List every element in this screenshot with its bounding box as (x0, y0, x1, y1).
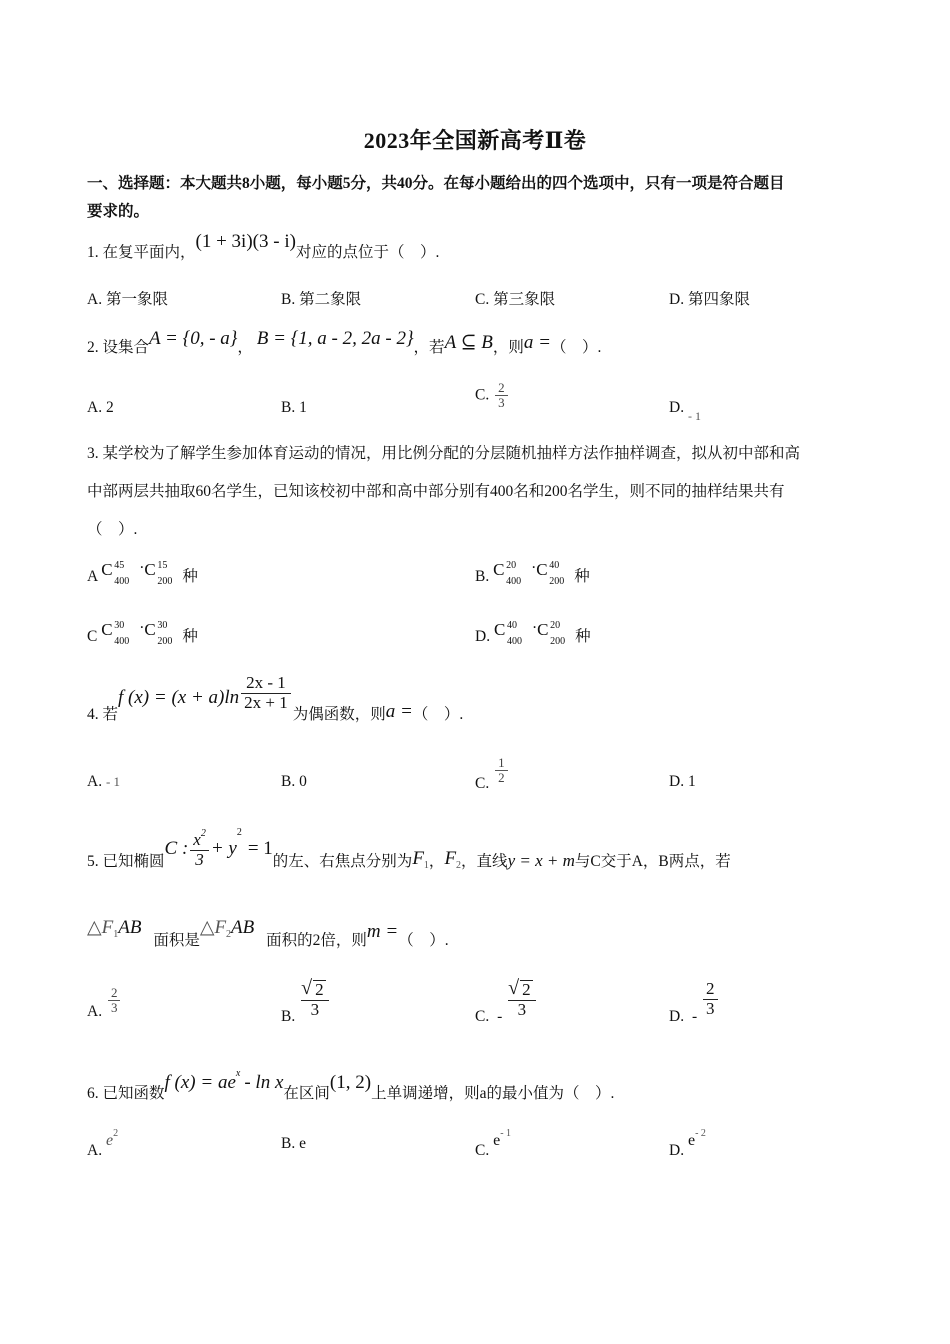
question-3-line3: （ ）. (87, 521, 138, 538)
combination-2 (537, 616, 575, 647)
q6-option-c-label: C. (475, 1142, 490, 1159)
q3-kind: 种 (575, 627, 591, 645)
q3-kind: 种 (574, 567, 590, 585)
q1-option-b: B. 第二象限 (281, 291, 362, 308)
combination-1 (493, 616, 532, 647)
q3-option-b-label: B. (475, 567, 490, 585)
fraction-denominator: 3 (498, 395, 505, 411)
q6-interval: (1, 2) (329, 1072, 372, 1093)
c-symbol: C (493, 620, 506, 639)
q5-line-text: ，直线 (461, 853, 508, 871)
q5-area-text: 面积是 (153, 932, 200, 949)
q2-option-d (669, 396, 701, 423)
q1-stem-post: 对应的点位于（ ）. (295, 244, 440, 261)
fraction-denominator: 3 (195, 849, 204, 869)
q5-option-c-fraction (508, 980, 536, 1019)
fraction-denominator: 3 (706, 998, 715, 1018)
q5-area-text2: 面积的2倍，则 (266, 932, 367, 949)
q4-option-c (475, 755, 510, 793)
q5-option-d-fraction (703, 980, 718, 1018)
question-5-stem (87, 818, 731, 872)
q4-stem-mid: 为偶函数，则 (292, 705, 386, 723)
q2-option-b: B. 1 (281, 399, 307, 416)
q6-option-c (475, 1122, 512, 1159)
q5-option-d (669, 979, 720, 1025)
page-title: 2023年全国新高考Ⅱ卷 (363, 128, 587, 153)
question-4-stem (87, 672, 464, 723)
comb-lower: 400 (114, 576, 130, 587)
e-base: e (493, 1132, 501, 1149)
q4-option-a-label: A. (87, 773, 103, 790)
comb-upper: 40 (549, 560, 560, 571)
q4-stem-post: （ ）. (412, 705, 464, 723)
fraction-denominator: 2 (498, 770, 505, 786)
comb-lower: 400 (506, 636, 522, 647)
q2-comma: ， (237, 339, 253, 356)
x-variable: x (193, 830, 201, 849)
subscript-2: 2 (226, 929, 232, 940)
comb-lower: 400 (506, 576, 522, 587)
q5-stem-pre: 5. 已知椭圆 (87, 853, 165, 871)
q6-option-a (87, 1122, 119, 1159)
q2-option-c-label: C. (475, 386, 490, 404)
focus-f1: F (412, 848, 424, 870)
exponent: - 1 (500, 1128, 512, 1139)
square-exponent: 2 (200, 828, 206, 839)
q3-kind: 种 (182, 567, 198, 585)
question-5-line2 (87, 916, 449, 947)
e-base: e (105, 1132, 114, 1149)
q4-option-c-label: C. (475, 775, 490, 793)
c-symbol: C (101, 620, 113, 639)
e-base: e (687, 1132, 696, 1149)
q2-option-a: A. 2 (87, 399, 114, 416)
q3-option-b (475, 556, 590, 587)
exponent: - 2 (695, 1128, 706, 1139)
question-3-line1: 3. 某学校为了解学生参加体育运动的情况，用比例分配的分层随机抽样方法作抽样调查，拟从初中部和高 (87, 445, 801, 462)
triangle-f2ab: △F (199, 917, 227, 938)
q3-option-c-label: C (87, 627, 98, 645)
comb-upper: 40 (506, 620, 517, 631)
subscript-1: 1 (113, 929, 119, 940)
q4-option-c-fraction (495, 756, 508, 786)
fraction-denominator: 3 (517, 999, 527, 1019)
combination-2 (144, 616, 182, 647)
q5-line-equation: y = x + m (507, 851, 575, 871)
c-symbol: C (536, 560, 548, 579)
sqrt-radicand: √ 2 (520, 980, 533, 1000)
combination-1 (101, 556, 139, 587)
question-3-line2: 中部两层共抽取60名学生，已知该校初中部和高中部分别有400名和200名学生，则不同的抽样结果共有 (87, 483, 785, 500)
c-symbol: C (144, 560, 156, 579)
q4-function: f (x) = (x + a)ln (118, 686, 240, 708)
q4-option-a (87, 770, 120, 794)
comb-upper: 30 (114, 620, 125, 631)
exponent-x: x (235, 1068, 241, 1079)
q5-option-b (281, 980, 331, 1026)
combination-1 (101, 616, 139, 647)
q5-option-a-label: A. (87, 1003, 103, 1021)
q2-option-c (475, 381, 510, 411)
section-heading-line2: 要求的。 (87, 203, 150, 220)
q1-option-c: C. 第三象限 (475, 291, 556, 308)
q5-stem-post: 与C交于A，B两点，若 (574, 853, 731, 871)
comb-upper: 30 (157, 620, 168, 631)
c-symbol: C (537, 620, 549, 639)
focus-f2: F (444, 848, 457, 870)
q4-stem-pre: 4. 若 (87, 705, 119, 723)
fraction-denominator: 2x + 1 (244, 692, 288, 712)
q4-option-a-value: - 1 (105, 774, 121, 789)
q6-option-b: B. e (281, 1135, 306, 1152)
dot-operator: · (531, 619, 538, 637)
comb-lower: 200 (549, 576, 565, 587)
q5-stem-mid: 的左、右焦点分别为 (272, 853, 413, 871)
q6-stem-post: 上单调递增，则a的最小值为（ ）. (371, 1085, 615, 1102)
q2-variable: a = (523, 332, 551, 353)
comb-upper: 20 (506, 560, 517, 571)
q1-expression: (1 + 3i)(3 - i) (195, 231, 296, 252)
q2-mid: ，若 (413, 339, 445, 356)
q6-option-a-label: A. (87, 1142, 103, 1159)
fraction-denominator: 3 (110, 1000, 118, 1016)
c-symbol: C (144, 620, 156, 639)
triangle-ab: AB (118, 917, 142, 938)
comb-lower: 200 (157, 576, 173, 587)
comb-lower: 200 (157, 636, 173, 647)
comb-upper: 20 (550, 620, 561, 631)
fraction-numerator: 2 (108, 986, 121, 1001)
question-6-stem (87, 1062, 615, 1102)
section-heading-line1: 一、选择题：本大题共8小题，每小题5分，共40分。在每小题给出的四个选项中，只有一项是符合题目 (87, 175, 785, 192)
q4-fraction (241, 674, 291, 712)
q5-variable: m = (366, 921, 399, 942)
q6-function: f (x) = ae (164, 1072, 236, 1093)
subscript-1: 1 (423, 860, 429, 872)
combination-2 (536, 556, 574, 587)
q6-function-tail: - ln x (244, 1072, 284, 1093)
q5-equals-one: = 1 (247, 838, 273, 860)
q2-stem-pre: 2. 设集合 (87, 339, 150, 356)
q3-option-a-label: A (87, 567, 98, 585)
minus-sign: - (497, 1008, 503, 1026)
fraction-numerator: 2x - 1 (241, 674, 291, 694)
q6-option-d-label: D. (669, 1142, 685, 1159)
comb-lower: 200 (550, 636, 566, 647)
triangle-f1ab: △F (87, 917, 114, 938)
q3-option-c (87, 616, 198, 647)
sqrt-radicand: √ 2 (313, 980, 326, 1000)
triangle-ab: AB (231, 917, 255, 938)
q3-kind: 种 (182, 627, 198, 645)
q2-option-d-value: - 1 (687, 409, 701, 423)
q2-stem-post: （ ）. (550, 339, 602, 356)
q6-option-d (669, 1122, 706, 1159)
comb-lower: 400 (114, 636, 130, 647)
q1-option-a: A. 第一象限 (87, 291, 168, 308)
comb-upper: 15 (157, 560, 168, 571)
minus-sign: - (691, 1007, 698, 1025)
q6-stem-pre: 6. 已知函数 (87, 1085, 165, 1102)
question-2-stem (87, 328, 602, 360)
q5-option-c-label: C. (475, 1008, 490, 1026)
combination-1 (493, 556, 531, 587)
q1-stem-pre: 1. 在复平面内， (87, 244, 196, 261)
q4-option-d: D. 1 (669, 773, 696, 790)
q5-option-a (87, 985, 122, 1021)
c-symbol: C (493, 560, 505, 579)
q2-option-d-label: D. (669, 399, 685, 416)
q3-option-a (87, 556, 198, 587)
q5-separator: ， (428, 853, 445, 871)
q5-ellipse-name: C : (164, 838, 189, 860)
fraction-numerator: 2 (495, 381, 508, 396)
combination-2 (144, 556, 182, 587)
q3-option-d (475, 616, 591, 647)
q5-stem-end: （ ）. (398, 932, 449, 949)
q1-option-d: D. 第四象限 (669, 291, 750, 308)
fraction-numerator: 1 (495, 756, 508, 771)
q5-option-d-label: D. (669, 1007, 685, 1025)
q2-set-b: B = {1, a - 2, 2a - 2} (256, 328, 414, 349)
q4-variable: a = (385, 700, 413, 722)
fraction-denominator: 3 (310, 999, 320, 1019)
q5-option-a-fraction (108, 986, 121, 1016)
dot-operator: · (531, 559, 537, 577)
q3-option-d-label: D. (475, 627, 491, 645)
q5-option-c (475, 980, 538, 1026)
q6-stem-mid: 在区间 (283, 1085, 330, 1102)
c-symbol: C (101, 560, 113, 579)
subscript-2: 2 (456, 860, 462, 872)
dot-operator: · (139, 559, 145, 577)
q5-option-b-label: B. (281, 1008, 296, 1026)
q2-mid2: ，则 (492, 339, 524, 356)
square-exponent: 2 (236, 827, 242, 839)
dot-operator: · (139, 619, 145, 637)
q2-option-c-fraction (495, 381, 508, 411)
q5-option-b-fraction (301, 980, 329, 1019)
q2-set-a: A = {0, - a} (149, 328, 238, 349)
comb-upper: 45 (114, 560, 125, 571)
q4-option-b: B. 0 (281, 773, 307, 790)
exponent: 2 (113, 1128, 119, 1139)
q5-fraction-x2-over-3 (190, 828, 209, 869)
fraction-numerator: 2 (703, 980, 718, 1000)
q2-condition: A ⊆ B (444, 332, 493, 353)
question-1-stem (87, 231, 440, 265)
q5-plus-y: + y (210, 838, 237, 860)
